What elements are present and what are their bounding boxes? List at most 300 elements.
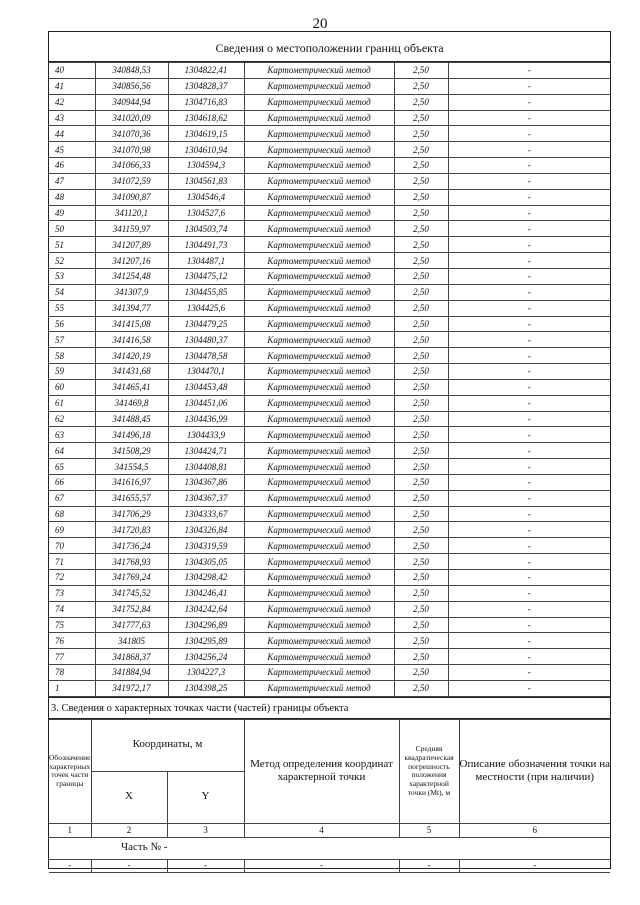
method: Картометрический метод	[244, 284, 394, 300]
table-row	[49, 364, 610, 380]
accuracy: 2,50	[394, 665, 448, 681]
accuracy: 2,50	[394, 538, 448, 554]
accuracy: 2,50	[394, 284, 448, 300]
description: -	[448, 205, 610, 221]
table-row	[49, 506, 610, 522]
coord-y: 1304455,85	[168, 284, 244, 300]
coord-x: 341805	[95, 633, 168, 649]
method: Картометрический метод	[244, 443, 394, 459]
column-number: 6	[459, 823, 610, 837]
description: -	[448, 142, 610, 158]
accuracy: 2,50	[394, 316, 448, 332]
description: -	[448, 110, 610, 126]
method: Картометрический метод	[244, 237, 394, 253]
section3-title: 3. Сведения о характерных точках части (частей) границы объекта	[49, 697, 610, 719]
point-number: 48	[49, 189, 95, 205]
description: -	[448, 348, 610, 364]
coord-y: 1304242,64	[168, 601, 244, 617]
coord-x: 341655,57	[95, 490, 168, 506]
point-number: 71	[49, 554, 95, 570]
point-number: 66	[49, 474, 95, 490]
empty-cell: -	[91, 859, 167, 872]
point-number: 54	[49, 284, 95, 300]
coord-y: 1304479,25	[168, 316, 244, 332]
description: -	[448, 411, 610, 427]
accuracy: 2,50	[394, 364, 448, 380]
coord-x: 341745,52	[95, 585, 168, 601]
description: -	[448, 126, 610, 142]
accuracy: 2,50	[394, 158, 448, 174]
description: -	[448, 284, 610, 300]
point-number: 69	[49, 522, 95, 538]
point-number: 78	[49, 665, 95, 681]
method: Картометрический метод	[244, 649, 394, 665]
coord-x: 341554,5	[95, 459, 168, 475]
description: -	[448, 395, 610, 411]
table-row	[49, 110, 610, 126]
table-row	[49, 348, 610, 364]
description: -	[448, 522, 610, 538]
accuracy: 2,50	[394, 459, 448, 475]
description: -	[448, 379, 610, 395]
accuracy: 2,50	[394, 268, 448, 284]
part-label: Часть № -	[49, 837, 610, 859]
method: Картометрический метод	[244, 221, 394, 237]
accuracy: 2,50	[394, 253, 448, 269]
description: -	[448, 554, 610, 570]
point-number: 42	[49, 94, 95, 110]
accuracy: 2,50	[394, 221, 448, 237]
accuracy: 2,50	[394, 427, 448, 443]
table-row	[49, 680, 610, 696]
point-number: 59	[49, 364, 95, 380]
accuracy: 2,50	[394, 601, 448, 617]
coord-y: 1304298,42	[168, 570, 244, 586]
table-row	[49, 205, 610, 221]
accuracy: 2,50	[394, 173, 448, 189]
table-row	[49, 585, 610, 601]
description: -	[448, 506, 610, 522]
accuracy: 2,50	[394, 680, 448, 696]
coord-y: 1304546,4	[168, 189, 244, 205]
header-coordinates: Координаты, м	[91, 719, 244, 771]
accuracy: 2,50	[394, 94, 448, 110]
table-row	[49, 395, 610, 411]
description: -	[448, 633, 610, 649]
accuracy: 2,50	[394, 142, 448, 158]
point-number: 72	[49, 570, 95, 586]
coord-y: 1304305,05	[168, 554, 244, 570]
description: -	[448, 665, 610, 681]
coord-x: 341072,59	[95, 173, 168, 189]
description: -	[448, 332, 610, 348]
coord-y: 1304527,6	[168, 205, 244, 221]
description: -	[448, 94, 610, 110]
table-row	[49, 411, 610, 427]
point-number: 75	[49, 617, 95, 633]
empty-cell: -	[459, 859, 610, 872]
description: -	[448, 173, 610, 189]
coord-x: 341868,37	[95, 649, 168, 665]
accuracy: 2,50	[394, 126, 448, 142]
method: Картометрический метод	[244, 205, 394, 221]
method: Картометрический метод	[244, 158, 394, 174]
accuracy: 2,50	[394, 237, 448, 253]
table-row	[49, 284, 610, 300]
point-number: 74	[49, 601, 95, 617]
coord-y: 1304398,25	[168, 680, 244, 696]
coord-y: 1304822,41	[168, 63, 244, 79]
coord-x: 341307,9	[95, 284, 168, 300]
coord-x: 341090,87	[95, 189, 168, 205]
coord-y: 1304618,62	[168, 110, 244, 126]
method: Картометрический метод	[244, 253, 394, 269]
coord-x: 341159,97	[95, 221, 168, 237]
description: -	[448, 253, 610, 269]
description: -	[448, 300, 610, 316]
point-number: 45	[49, 142, 95, 158]
accuracy: 2,50	[394, 189, 448, 205]
point-number: 60	[49, 379, 95, 395]
description: -	[448, 585, 610, 601]
method: Картометрический метод	[244, 142, 394, 158]
coord-y: 1304256,24	[168, 649, 244, 665]
accuracy: 2,50	[394, 554, 448, 570]
point-number: 43	[49, 110, 95, 126]
coord-y: 1304408,81	[168, 459, 244, 475]
accuracy: 2,50	[394, 522, 448, 538]
point-number: 67	[49, 490, 95, 506]
coord-y: 1304594,3	[168, 158, 244, 174]
method: Картометрический метод	[244, 364, 394, 380]
table-row	[49, 601, 610, 617]
table-row	[49, 253, 610, 269]
point-number: 57	[49, 332, 95, 348]
point-number: 41	[49, 78, 95, 94]
coord-y: 1304716,83	[168, 94, 244, 110]
coord-x: 341496,18	[95, 427, 168, 443]
coord-x: 341254,48	[95, 268, 168, 284]
empty-cell: -	[244, 859, 399, 872]
coord-y: 1304295,89	[168, 633, 244, 649]
table-row	[49, 78, 610, 94]
method: Картометрический метод	[244, 506, 394, 522]
coord-y: 1304619,15	[168, 126, 244, 142]
table-row	[49, 490, 610, 506]
coord-x: 341070,36	[95, 126, 168, 142]
table-row	[49, 379, 610, 395]
header-x: X	[91, 771, 167, 823]
description: -	[448, 158, 610, 174]
coord-y: 1304433,9	[168, 427, 244, 443]
accuracy: 2,50	[394, 585, 448, 601]
accuracy: 2,50	[394, 63, 448, 79]
column-number: 2	[91, 823, 167, 837]
coord-x: 341488,45	[95, 411, 168, 427]
method: Картометрический метод	[244, 300, 394, 316]
point-number: 65	[49, 459, 95, 475]
table-row	[49, 189, 610, 205]
coord-y: 1304246,41	[168, 585, 244, 601]
column-number: 4	[244, 823, 399, 837]
accuracy: 2,50	[394, 110, 448, 126]
accuracy: 2,50	[394, 443, 448, 459]
coord-y: 1304503,74	[168, 221, 244, 237]
method: Картометрический метод	[244, 316, 394, 332]
coord-y: 1304475,12	[168, 268, 244, 284]
coord-y: 1304424,71	[168, 443, 244, 459]
part-points-table	[49, 719, 610, 873]
coord-x: 341706,29	[95, 506, 168, 522]
method: Картометрический метод	[244, 348, 394, 364]
coord-y: 1304296,89	[168, 617, 244, 633]
accuracy: 2,50	[394, 570, 448, 586]
method: Картометрический метод	[244, 680, 394, 696]
column-number: 1	[49, 823, 91, 837]
column-number: 3	[167, 823, 244, 837]
header-designation: Обозначение характерных точек части границы	[49, 719, 91, 823]
table-row	[49, 158, 610, 174]
coord-y: 1304319,59	[168, 538, 244, 554]
accuracy: 2,50	[394, 379, 448, 395]
description: -	[448, 443, 610, 459]
point-number: 76	[49, 633, 95, 649]
empty-cell: -	[399, 859, 459, 872]
method: Картометрический метод	[244, 554, 394, 570]
point-number: 40	[49, 63, 95, 79]
description: -	[448, 268, 610, 284]
accuracy: 2,50	[394, 474, 448, 490]
coord-x: 341508,29	[95, 443, 168, 459]
table-row	[49, 649, 610, 665]
point-number: 49	[49, 205, 95, 221]
table-row	[49, 142, 610, 158]
table-row	[49, 332, 610, 348]
description: -	[448, 316, 610, 332]
description: -	[448, 364, 610, 380]
point-number: 56	[49, 316, 95, 332]
coord-x: 341465,41	[95, 379, 168, 395]
coord-x: 341972,17	[95, 680, 168, 696]
table-row	[49, 126, 610, 142]
method: Картометрический метод	[244, 474, 394, 490]
coord-x: 340944,94	[95, 94, 168, 110]
point-number: 50	[49, 221, 95, 237]
description: -	[448, 78, 610, 94]
method: Картометрический метод	[244, 665, 394, 681]
table-row	[49, 63, 610, 79]
table-row	[49, 554, 610, 570]
table-row	[49, 237, 610, 253]
method: Картометрический метод	[244, 332, 394, 348]
header-accuracy: Средняя квадратическая погрешность положения характерной точки (Mt), м	[399, 719, 459, 823]
coord-x: 340856,56	[95, 78, 168, 94]
column-number: 5	[399, 823, 459, 837]
coord-y: 1304333,67	[168, 506, 244, 522]
empty-cell: -	[167, 859, 244, 872]
table-row	[49, 459, 610, 475]
description: -	[448, 570, 610, 586]
point-number: 62	[49, 411, 95, 427]
table-row	[49, 300, 610, 316]
method: Картометрический метод	[244, 94, 394, 110]
coord-y: 1304436,99	[168, 411, 244, 427]
accuracy: 2,50	[394, 617, 448, 633]
empty-cell: -	[49, 859, 91, 872]
coord-x: 341469,8	[95, 395, 168, 411]
accuracy: 2,50	[394, 395, 448, 411]
coord-x: 341394,77	[95, 300, 168, 316]
description: -	[448, 427, 610, 443]
method: Картометрический метод	[244, 379, 394, 395]
coord-x: 341769,24	[95, 570, 168, 586]
document-sheet	[48, 31, 611, 869]
point-number: 68	[49, 506, 95, 522]
point-number: 70	[49, 538, 95, 554]
coord-x: 341207,16	[95, 253, 168, 269]
point-number: 44	[49, 126, 95, 142]
description: -	[448, 617, 610, 633]
table-row	[49, 173, 610, 189]
description: -	[448, 63, 610, 79]
description: -	[448, 474, 610, 490]
accuracy: 2,50	[394, 506, 448, 522]
accuracy: 2,50	[394, 205, 448, 221]
method: Картометрический метод	[244, 570, 394, 586]
method: Картометрический метод	[244, 427, 394, 443]
point-number: 53	[49, 268, 95, 284]
method: Картометрический метод	[244, 538, 394, 554]
table-row	[49, 443, 610, 459]
point-number: 52	[49, 253, 95, 269]
description: -	[448, 649, 610, 665]
description: -	[448, 221, 610, 237]
point-number: 63	[49, 427, 95, 443]
method: Картометрический метод	[244, 78, 394, 94]
coord-y: 1304478,58	[168, 348, 244, 364]
coord-x: 341616,97	[95, 474, 168, 490]
method: Картометрический метод	[244, 395, 394, 411]
table-row	[49, 94, 610, 110]
coord-x: 341415,08	[95, 316, 168, 332]
coord-y: 1304425,6	[168, 300, 244, 316]
point-number: 1	[49, 680, 95, 696]
point-number: 55	[49, 300, 95, 316]
coord-x: 341884,94	[95, 665, 168, 681]
method: Картометрический метод	[244, 189, 394, 205]
coord-x: 341066,33	[95, 158, 168, 174]
method: Картометрический метод	[244, 633, 394, 649]
point-number: 46	[49, 158, 95, 174]
point-number: 47	[49, 173, 95, 189]
point-number: 61	[49, 395, 95, 411]
description: -	[448, 538, 610, 554]
method: Картометрический метод	[244, 601, 394, 617]
method: Картометрический метод	[244, 459, 394, 475]
coord-y: 1304367,37	[168, 490, 244, 506]
accuracy: 2,50	[394, 348, 448, 364]
description: -	[448, 189, 610, 205]
coord-y: 1304326,84	[168, 522, 244, 538]
section-title: Сведения о местоположении границ объекта	[49, 32, 610, 62]
header-y: Y	[167, 771, 244, 823]
coordinates-table-body	[49, 63, 610, 697]
method: Картометрический метод	[244, 268, 394, 284]
coord-x: 341720,83	[95, 522, 168, 538]
table-row	[49, 665, 610, 681]
point-number: 58	[49, 348, 95, 364]
coord-y: 1304227,3	[168, 665, 244, 681]
description: -	[448, 680, 610, 696]
table-row	[49, 522, 610, 538]
accuracy: 2,50	[394, 411, 448, 427]
description: -	[448, 237, 610, 253]
method: Картометрический метод	[244, 490, 394, 506]
coord-y: 1304470,1	[168, 364, 244, 380]
accuracy: 2,50	[394, 332, 448, 348]
table-row	[49, 316, 610, 332]
coord-x: 341420,19	[95, 348, 168, 364]
method: Картометрический метод	[244, 411, 394, 427]
coord-x: 341777,63	[95, 617, 168, 633]
method: Картометрический метод	[244, 173, 394, 189]
accuracy: 2,50	[394, 78, 448, 94]
coord-x: 341070,98	[95, 142, 168, 158]
table-row	[49, 427, 610, 443]
coord-y: 1304453,48	[168, 379, 244, 395]
description: -	[448, 490, 610, 506]
table-row	[49, 633, 610, 649]
point-number: 73	[49, 585, 95, 601]
header-method: Метод определения координат характерной точки	[244, 719, 399, 823]
accuracy: 2,50	[394, 649, 448, 665]
table-row	[49, 268, 610, 284]
coord-x: 341020,09	[95, 110, 168, 126]
coord-y: 1304480,37	[168, 332, 244, 348]
table-row	[49, 538, 610, 554]
table-row	[49, 221, 610, 237]
table-row	[49, 570, 610, 586]
description: -	[448, 459, 610, 475]
coord-x: 340848,53	[95, 63, 168, 79]
method: Картометрический метод	[244, 617, 394, 633]
method: Картометрический метод	[244, 585, 394, 601]
boundary-coordinates-table	[49, 62, 610, 697]
coord-x: 341431,68	[95, 364, 168, 380]
coord-y: 1304610,94	[168, 142, 244, 158]
point-number: 77	[49, 649, 95, 665]
coord-x: 341207,89	[95, 237, 168, 253]
coord-y: 1304561,83	[168, 173, 244, 189]
point-number: 64	[49, 443, 95, 459]
coord-x: 341768,93	[95, 554, 168, 570]
header-description: Описание обозначения точки на местности (при наличии)	[459, 719, 610, 823]
coord-x: 341416,58	[95, 332, 168, 348]
method: Картометрический метод	[244, 126, 394, 142]
coord-y: 1304491,73	[168, 237, 244, 253]
table-row	[49, 617, 610, 633]
accuracy: 2,50	[394, 633, 448, 649]
coord-y: 1304487,1	[168, 253, 244, 269]
method: Картометрический метод	[244, 63, 394, 79]
table-row	[49, 474, 610, 490]
coord-y: 1304367,86	[168, 474, 244, 490]
description: -	[448, 601, 610, 617]
coord-y: 1304828,37	[168, 78, 244, 94]
coord-x: 341120,1	[95, 205, 168, 221]
coord-x: 341736,24	[95, 538, 168, 554]
method: Картометрический метод	[244, 110, 394, 126]
